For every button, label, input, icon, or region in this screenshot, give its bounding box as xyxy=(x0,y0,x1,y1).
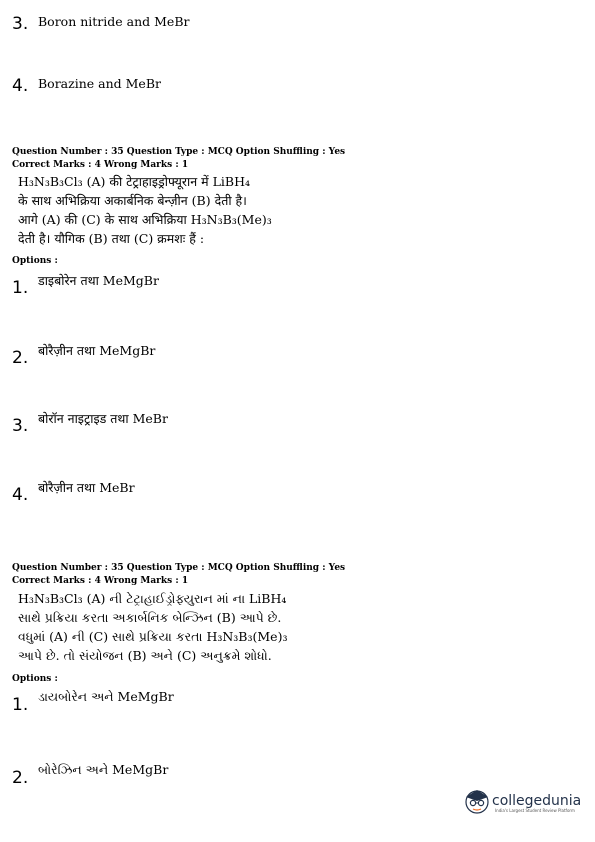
option-3-hindi: 3. बोरॉन नाइट्राइड तथा MeBr xyxy=(12,411,168,436)
question-meta-hindi: Question Number : 35 Question Type : MCQ Option Shuffling : Yes Correct Marks : 4 Wrong Marks : 1 xyxy=(12,147,346,170)
question-text-gujarati: H₃N₃B₃Cl₃ (A) ની ટેટ્રાહાઈડ્રોફ્યુરાન માં ના LiBH₄ સાથે પ્રક્રિયા કરતા અકાર્બનિક બેન્ઝિન (B) આપે છે. વધુમાં (A) ની (C) સાથે પ્રક્રિયા કરતા H₃N₃B₃(Me)₃ આપે છે. તો સંયોજન (B) અને (C) અનુક્રમે શોધો. xyxy=(18,591,288,663)
brand-tagline: India's Largest Student Review Platform xyxy=(495,808,575,813)
option-1-gujarati: 1. ડાયબોરેન અને MeMgBr xyxy=(12,689,174,715)
prev-option-4: 4. Borazine and MeBr xyxy=(12,76,161,96)
brand-name: collegedunia xyxy=(492,793,582,809)
question-meta-gujarati: Question Number : 35 Question Type : MCQ Option Shuffling : Yes Correct Marks : 4 Wrong Marks : 1 xyxy=(12,563,346,586)
prev-option-3: 3. Boron nitride and MeBr xyxy=(12,14,190,34)
option-2-hindi: 2. बोरैज़ीन तथा MeMgBr xyxy=(12,343,156,368)
question-text-hindi: H₃N₃B₃Cl₃ (A) की टेट्राहाइड्रोफ्यूरान में LiBH₄ के साथ अभिक्रिया अकार्बनिक बेन्ज़ीन (B) देती है। आगे (A) की (C) के साथ अभिक्रिया H₃N₃B₃(Me)₃ देती है। यौगिक (B) तथा (C) क्रमशः हैं : xyxy=(18,174,272,246)
options-label-hindi: Options : xyxy=(12,256,58,266)
options-label-gujarati: Options : xyxy=(12,674,58,684)
option-4-hindi: 4. बोरैज़ीन तथा MeBr xyxy=(12,480,135,505)
mascot-icon xyxy=(462,788,492,814)
option-2-gujarati: 2. બોરેઝિન અને MeMgBr xyxy=(12,762,169,788)
collegedunia-logo xyxy=(462,788,581,814)
option-1-hindi: 1. डाइबोरेन तथा MeMgBr xyxy=(12,273,159,298)
